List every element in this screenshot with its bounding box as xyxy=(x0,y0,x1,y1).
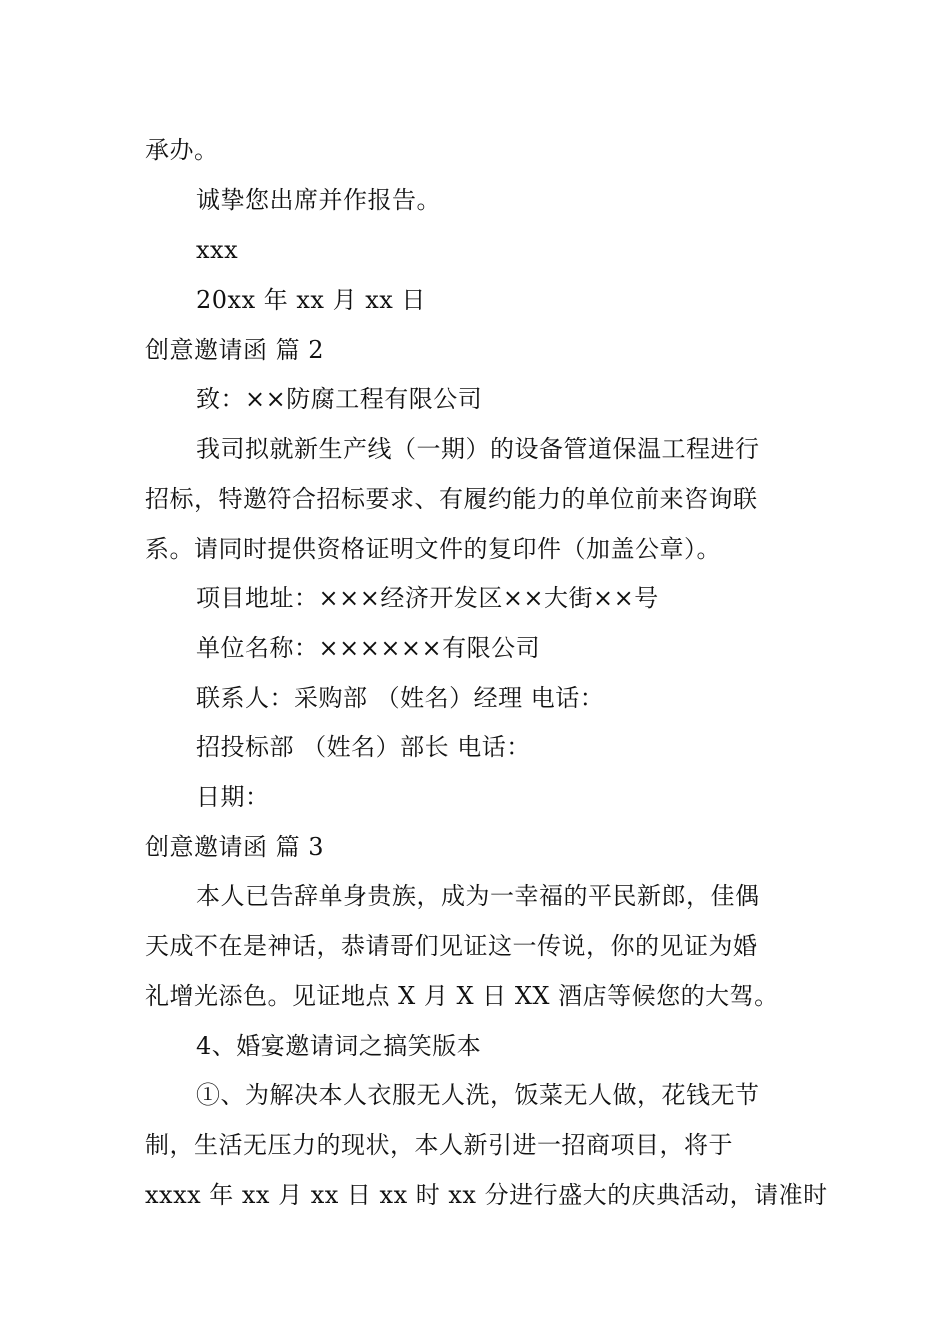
text-line-date-label: 日期： xyxy=(196,783,270,811)
text-line-closing: 承办。 xyxy=(145,136,219,164)
text-line-request: 诚挚您出席并作报告。 xyxy=(196,186,441,214)
text-line-body-3: 系。请同时提供资格证明文件的复印件（加盖公章）。 xyxy=(145,535,721,563)
text-line-humor-2: 制，生活无压力的现状，本人新引进一招商项目，将于 xyxy=(145,1131,733,1159)
text-line-wedding-2: 天成不在是神话，恭请哥们见证这一传说，你的见证为婚 xyxy=(145,932,758,960)
section-heading-3: 创意邀请函 篇 3 xyxy=(145,833,325,861)
text-line-humor-1: ①、为解决本人衣服无人洗，饭菜无人做，花钱无节 xyxy=(196,1081,760,1109)
text-line-humor-3: xxxx 年 xx 月 xx 日 xx 时 xx 分进行盛大的庆典活动，请准时 xyxy=(145,1181,828,1209)
text-line-body-2: 招标，特邀符合招标要求、有履约能力的单位前来咨询联 xyxy=(145,485,758,513)
text-line-subheading-4: 4、婚宴邀请词之搞笑版本 xyxy=(196,1032,482,1060)
section-heading-2: 创意邀请函 篇 2 xyxy=(145,336,325,364)
text-line-company: 单位名称：××××××有限公司 xyxy=(196,634,541,662)
text-line-date: 20xx 年 xx 月 xx 日 xyxy=(196,286,426,314)
text-line-contact: 联系人：采购部 （姓名）经理 电话： xyxy=(196,684,605,712)
text-line-bidding-contact: 招投标部 （姓名）部长 电话： xyxy=(196,733,531,761)
text-line-wedding-1: 本人已告辞单身贵族，成为一幸福的平民新郎，佳偶 xyxy=(196,882,760,910)
text-line-wedding-3: 礼增光添色。见证地点 X 月 X 日 XX 酒店等候您的大驾。 xyxy=(145,982,779,1010)
text-line-body-1: 我司拟就新生产线（一期）的设备管道保温工程进行 xyxy=(196,435,760,463)
text-line-address: 项目地址：×××经济开发区××大街××号 xyxy=(196,584,659,612)
text-line-recipient: 致：××防腐工程有限公司 xyxy=(196,385,483,413)
text-line-signature: xxx xyxy=(196,236,239,264)
